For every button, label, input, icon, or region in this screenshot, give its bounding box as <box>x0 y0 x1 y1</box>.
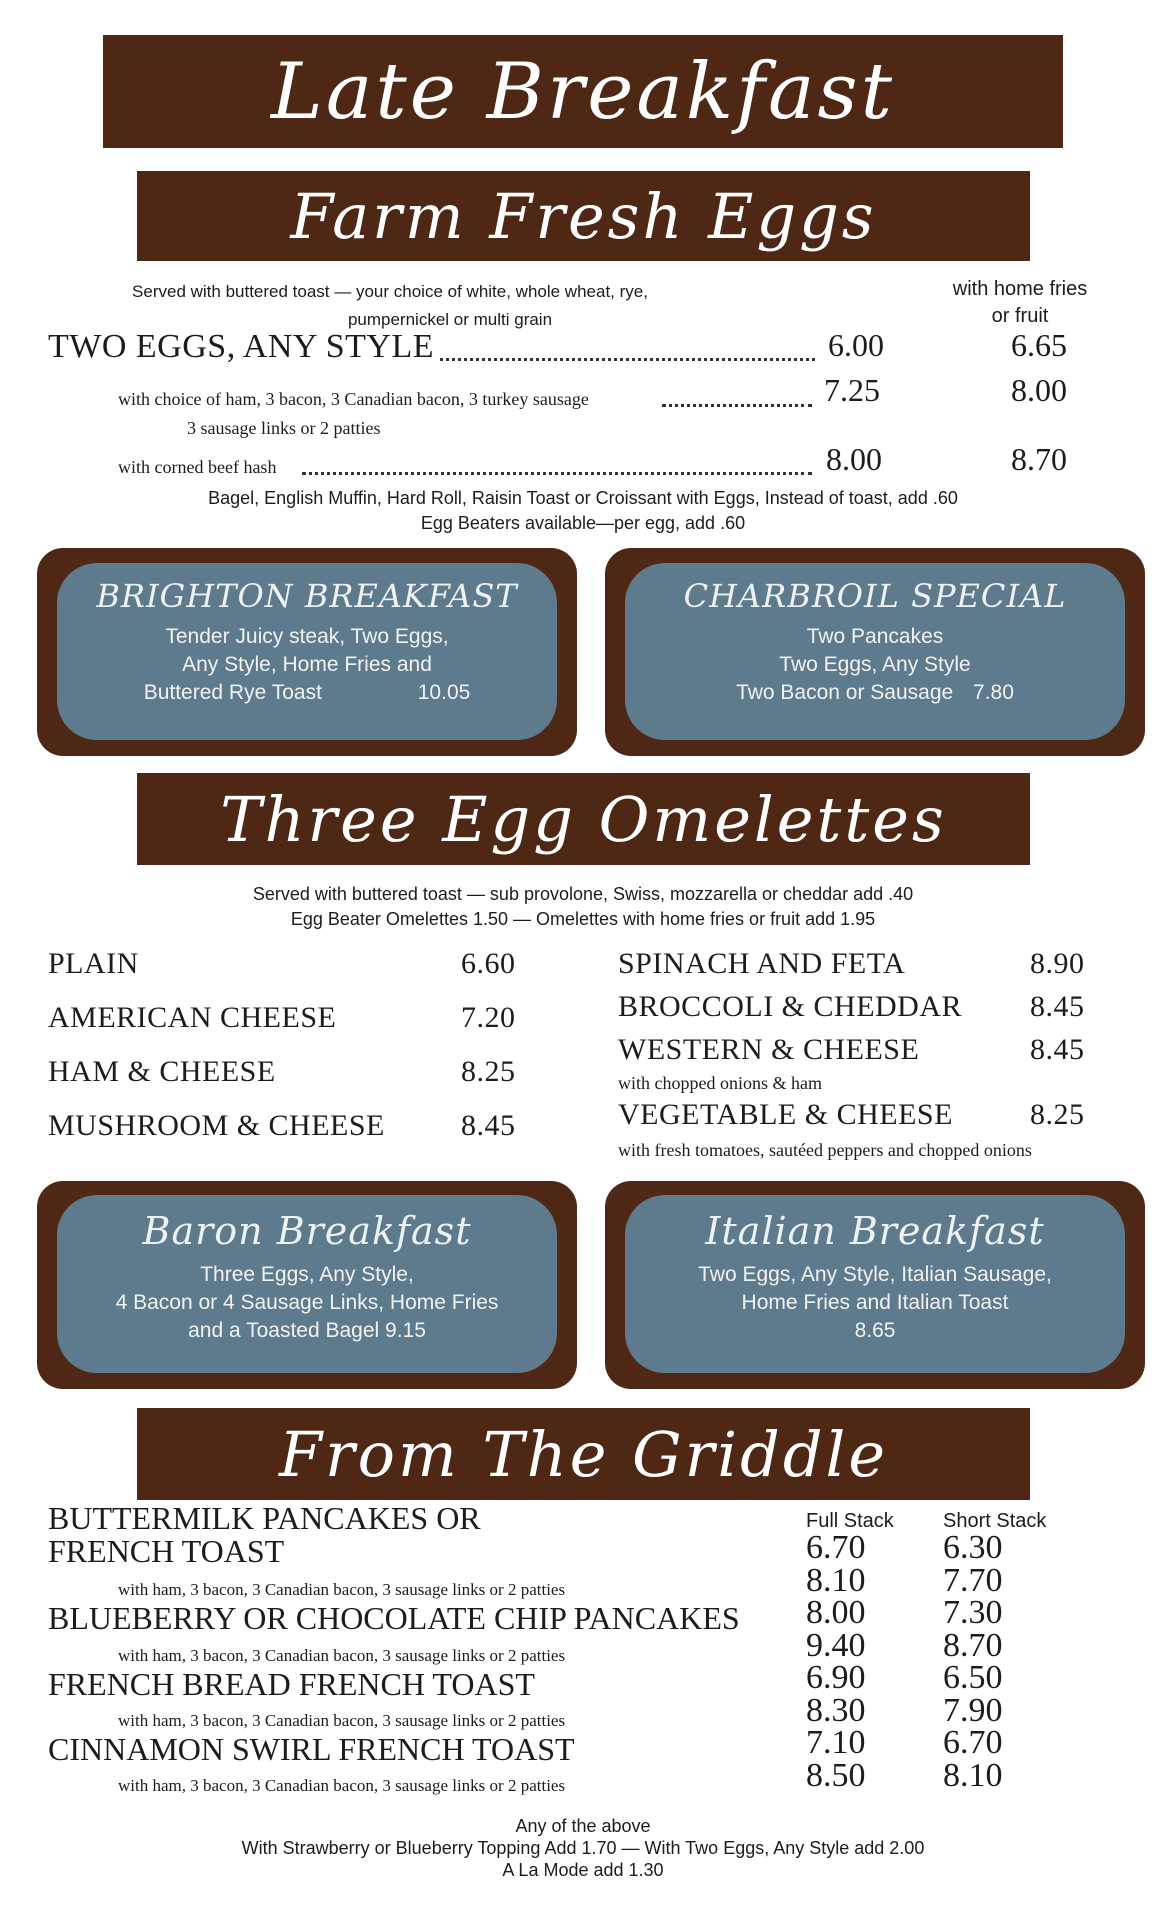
omelette-name: HAM & CHEESE <box>48 1055 276 1088</box>
eggs-note-line2: pumpernickel or multi grain <box>347 310 553 329</box>
griddle-item-name-line1: BUTTERMILK PANCAKES OR <box>48 1500 481 1536</box>
special-line: Tender Juicy steak, Two Eggs, <box>165 625 449 648</box>
eggs-col-header-line1: with home fries <box>952 278 1088 300</box>
special-line: Two Eggs, Any Style, Italian Sausage, <box>698 1263 1052 1286</box>
griddle-item-name <box>48 1502 481 1568</box>
omelettes-note <box>60 882 1106 932</box>
griddle-price: 8.50 <box>806 1756 866 1794</box>
leader-dots <box>302 472 812 475</box>
omelettes-note-line1: Served with buttered toast — sub provolone, Swiss, mozzarella or cheddar add .40 <box>252 884 914 904</box>
eggs-col-header-line2: or fruit <box>991 305 1049 327</box>
special-card-italian-panel <box>625 1195 1125 1373</box>
eggs-item-price: 6.00 <box>828 327 884 363</box>
page-title: Late Breakfast <box>271 46 895 137</box>
griddle-price: 6.50 <box>943 1659 1003 1696</box>
griddle-price: 7.70 <box>943 1561 1003 1599</box>
section-banner-eggs <box>137 171 1030 261</box>
eggs-item-price: 7.25 <box>824 372 880 408</box>
omelette-desc: with fresh tomatoes, sautéed peppers and chopped onions <box>618 1140 1032 1160</box>
special-title: BRIGHTON BREAKFAST <box>96 577 518 615</box>
eggs-item-price-homefries: 6.65 <box>1011 327 1067 363</box>
special-line: Two Bacon or Sausage <box>736 681 954 704</box>
griddle-item-name: FRENCH BREAD FRENCH TOAST <box>48 1666 535 1702</box>
griddle-footer-line2: With Strawberry or Blueberry Topping Add 1.70 — With Two Eggs, Any Style add 2.00 <box>241 1838 925 1858</box>
special-line: Three Eggs, Any Style, <box>200 1263 414 1286</box>
special-line: Two Eggs, Any Style <box>779 653 971 676</box>
special-title: CHARBROIL SPECIAL <box>683 577 1067 615</box>
griddle-price: 8.10 <box>943 1756 1003 1794</box>
eggs-item-price-homefries: 8.00 <box>1011 372 1067 408</box>
omelette-price: 7.20 <box>461 1001 516 1034</box>
omelettes-note-line2: Egg Beater Omelettes 1.50 — Omelettes with home fries or fruit add 1.95 <box>290 909 876 929</box>
special-card-baron-panel <box>57 1195 557 1373</box>
special-card-brighton-panel <box>57 563 557 740</box>
special-line-with-price <box>57 679 557 707</box>
griddle-price: 6.30 <box>943 1529 1003 1566</box>
griddle-price: 6.70 <box>806 1529 866 1566</box>
eggs-footnote-line1: Bagel, English Muffin, Hard Roll, Raisin Toast or Croissant with Eggs, Instead of toast, add .60 <box>208 488 958 508</box>
special-card-charbroil-panel <box>625 563 1125 740</box>
page-title-banner <box>103 35 1063 148</box>
griddle-item-name: BLUEBERRY OR CHOCOLATE CHIP PANCAKES <box>48 1600 740 1636</box>
eggs-item-name: TWO EGGS, ANY STYLE <box>48 328 434 365</box>
griddle-price: 8.00 <box>806 1594 866 1631</box>
griddle-item-sub: with ham, 3 bacon, 3 Canadian bacon, 3 sausage links or 2 patties <box>118 1646 566 1665</box>
eggs-note <box>80 278 700 334</box>
omelette-price: 6.60 <box>461 947 516 980</box>
griddle-item-sub: with ham, 3 bacon, 3 Canadian bacon, 3 sausage links or 2 patties <box>118 1580 566 1599</box>
omelette-name: BROCCOLI & CHEDDAR <box>618 990 963 1023</box>
omelette-name: MUSHROOM & CHEESE <box>48 1109 385 1142</box>
griddle-price: 6.70 <box>943 1724 1003 1761</box>
leader-dots <box>440 358 815 361</box>
special-line: 4 Bacon or 4 Sausage Links, Home Fries <box>115 1291 499 1314</box>
griddle-col-full: Full Stack <box>806 1510 894 1532</box>
griddle-footer-line3: A La Mode add 1.30 <box>502 1860 664 1880</box>
section-title-omelettes: Three Egg Omelettes <box>220 782 947 856</box>
special-line: Any Style, Home Fries and <box>182 653 432 676</box>
griddle-price: 8.70 <box>943 1626 1003 1664</box>
griddle-price: 6.90 <box>806 1659 866 1696</box>
omelette-name: PLAIN <box>48 947 139 980</box>
griddle-price: 9.40 <box>806 1626 866 1664</box>
griddle-price: 7.30 <box>943 1594 1003 1631</box>
special-line-with-price <box>625 679 1125 707</box>
eggs-item-name: with corned beef hash <box>118 457 277 477</box>
special-line: Buttered Rye Toast <box>143 681 322 704</box>
griddle-short-prices <box>943 1529 1003 1794</box>
omelette-price: 8.45 <box>1030 1033 1085 1066</box>
section-banner-omelettes <box>137 773 1030 865</box>
griddle-full-prices <box>806 1529 866 1794</box>
omelette-price: 8.45 <box>1030 990 1085 1023</box>
special-line: and a Toasted Bagel 9.15 <box>188 1319 426 1342</box>
omelette-name: AMERICAN CHEESE <box>48 1001 337 1034</box>
eggs-footnote <box>60 486 1106 536</box>
griddle-item-sub: with ham, 3 bacon, 3 Canadian bacon, 3 sausage links or 2 patties <box>118 1711 566 1730</box>
special-title: Baron Breakfast <box>142 1209 472 1253</box>
omelette-price: 8.90 <box>1030 947 1085 980</box>
omelette-desc: with chopped onions & ham <box>618 1073 822 1093</box>
eggs-item-name: with choice of ham, 3 bacon, 3 Canadian bacon, 3 turkey sausage <box>118 389 589 409</box>
eggs-item-price-homefries: 8.70 <box>1011 441 1067 477</box>
griddle-item-name-line2: FRENCH TOAST <box>48 1533 285 1569</box>
special-line: Two Pancakes <box>806 625 944 648</box>
special-price: 7.80 <box>973 681 1014 704</box>
omelette-name: VEGETABLE & CHEESE <box>618 1098 953 1131</box>
special-price: 10.05 <box>417 681 471 704</box>
eggs-footnote-line2: Egg Beaters available—per egg, add .60 <box>420 513 746 533</box>
griddle-col-short: Short Stack <box>943 1510 1047 1532</box>
griddle-footer <box>60 1815 1106 1881</box>
special-title: Italian Breakfast <box>705 1209 1045 1253</box>
leader-dots <box>662 404 812 407</box>
special-line: Home Fries and Italian Toast <box>741 1291 1009 1314</box>
griddle-item-sub: with ham, 3 bacon, 3 Canadian bacon, 3 sausage links or 2 patties <box>118 1776 566 1795</box>
omelette-price: 8.25 <box>1030 1098 1085 1131</box>
omelette-name: WESTERN & CHEESE <box>618 1033 920 1066</box>
special-line: 8.65 <box>854 1319 896 1342</box>
eggs-item-price: 8.00 <box>826 441 882 477</box>
section-banner-griddle <box>137 1408 1030 1500</box>
omelette-price: 8.25 <box>461 1055 516 1088</box>
eggs-col-header <box>930 276 1110 330</box>
griddle-price: 7.90 <box>943 1691 1003 1729</box>
griddle-price: 8.30 <box>806 1691 866 1729</box>
eggs-item-name-line2: 3 sausage links or 2 patties <box>187 418 381 438</box>
section-title-eggs: Farm Fresh Eggs <box>290 179 877 253</box>
omelette-name: SPINACH AND FETA <box>618 947 906 980</box>
griddle-footer-line1: Any of the above <box>515 1816 651 1836</box>
section-title-griddle: From The Griddle <box>278 1417 889 1491</box>
omelette-price: 8.45 <box>461 1109 516 1142</box>
eggs-note-line1: Served with buttered toast — your choice of white, whole wheat, rye, <box>132 282 648 301</box>
griddle-price: 8.10 <box>806 1561 866 1599</box>
griddle-item-name: CINNAMON SWIRL FRENCH TOAST <box>48 1731 575 1767</box>
griddle-price: 7.10 <box>806 1724 866 1761</box>
